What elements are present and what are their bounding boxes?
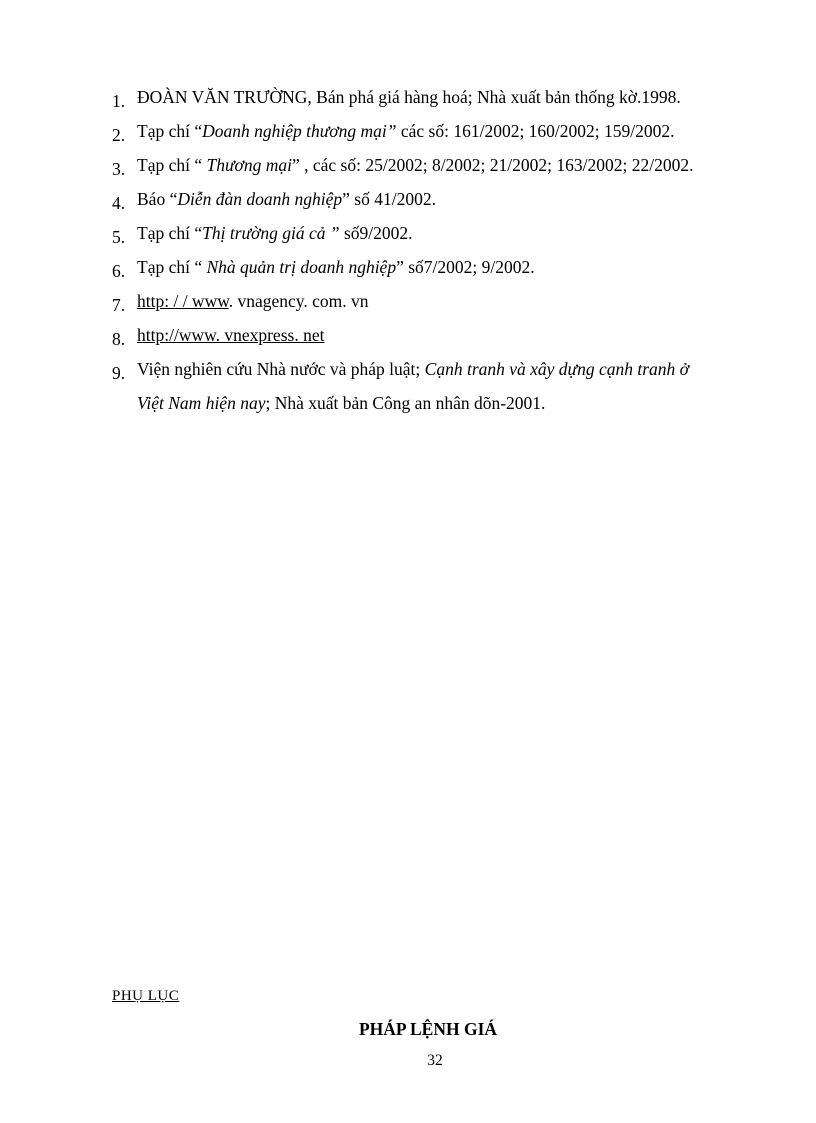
reference-item xyxy=(112,114,752,148)
reference-body xyxy=(137,257,535,277)
reference-italic-text: Doanh nghiệp thương mại” xyxy=(202,121,397,141)
reference-item xyxy=(112,284,752,318)
reference-italic-text: Cạnh tranh và xây dựng cạnh tranh ở xyxy=(424,359,690,379)
reference-text: Tạp chí “ xyxy=(137,257,207,277)
reference-text: Viện nghiên cứu Nhà nước và pháp luật; xyxy=(137,359,425,379)
reference-text: . vnagency. com. vn xyxy=(228,291,369,311)
reference-text: ĐOÀN VĂN TRƯỜNG, Bán phá giá hàng hoá; Nhà xuất bản thống kờ.1998. xyxy=(137,87,681,107)
reference-number: 2. xyxy=(112,125,126,145)
reference-item xyxy=(112,80,752,114)
reference-item xyxy=(112,216,752,250)
reference-body xyxy=(137,87,681,107)
reference-text: Tạp chí “ xyxy=(137,223,203,243)
reference-body xyxy=(137,325,324,345)
reference-body xyxy=(137,359,689,379)
reference-number: 3. xyxy=(112,159,126,179)
reference-italic-text: Nhà quản trị doanh nghiệp xyxy=(206,257,397,277)
reference-number: 1. xyxy=(112,91,126,111)
reference-text: Tạp chí “ xyxy=(137,155,207,175)
reference-text: ” số 41/2002. xyxy=(342,189,436,209)
reference-italic-text: Thị trường giá cả ” xyxy=(202,223,340,243)
reference-italic-text: Thương mại xyxy=(206,155,292,175)
reference-number: 8. xyxy=(112,329,126,349)
reference-number: 7. xyxy=(112,295,126,315)
reference-text: Tạp chí “ xyxy=(137,121,203,141)
reference-number: 5. xyxy=(112,227,126,247)
reference-item xyxy=(112,352,752,386)
reference-body xyxy=(137,223,413,243)
reference-item xyxy=(112,318,752,352)
reference-text: các số: 161/2002; 160/2002; 159/2002. xyxy=(396,121,675,141)
reference-body xyxy=(137,291,369,311)
appendix-label: PHỤ LỤC xyxy=(112,988,180,1004)
reference-number: 4. xyxy=(112,193,126,213)
reference-number: 9. xyxy=(112,363,126,383)
reference-text: ; Nhà xuất bản Công an nhân dõn-2001. xyxy=(265,393,546,413)
reference-body xyxy=(137,155,694,175)
reference-text: số9/2002. xyxy=(339,223,413,243)
reference-text: ” số7/2002; 9/2002. xyxy=(396,257,535,277)
reference-body xyxy=(137,189,436,209)
reference-item xyxy=(112,148,752,182)
reference-link[interactable]: http://www. vnexpress. net xyxy=(137,325,325,345)
document-title: PHÁP LỆNH GIÁ xyxy=(358,1019,498,1039)
reference-number: 6. xyxy=(112,261,126,281)
reference-item xyxy=(112,250,752,284)
reference-9-continuation xyxy=(137,386,545,420)
page-number: 32 xyxy=(427,1052,443,1069)
reference-body xyxy=(137,121,675,141)
reference-item xyxy=(112,182,752,216)
reference-text: ” , các số: 25/2002; 8/2002; 21/2002; 163/2002; 22/2002. xyxy=(291,155,694,175)
reference-italic-text: Diễn đàn doanh nghiệp xyxy=(177,189,343,209)
reference-text: Báo “ xyxy=(137,189,178,209)
reference-italic-text: Việt Nam hiện nay xyxy=(137,393,266,413)
reference-link[interactable]: http: / / www xyxy=(137,291,229,311)
